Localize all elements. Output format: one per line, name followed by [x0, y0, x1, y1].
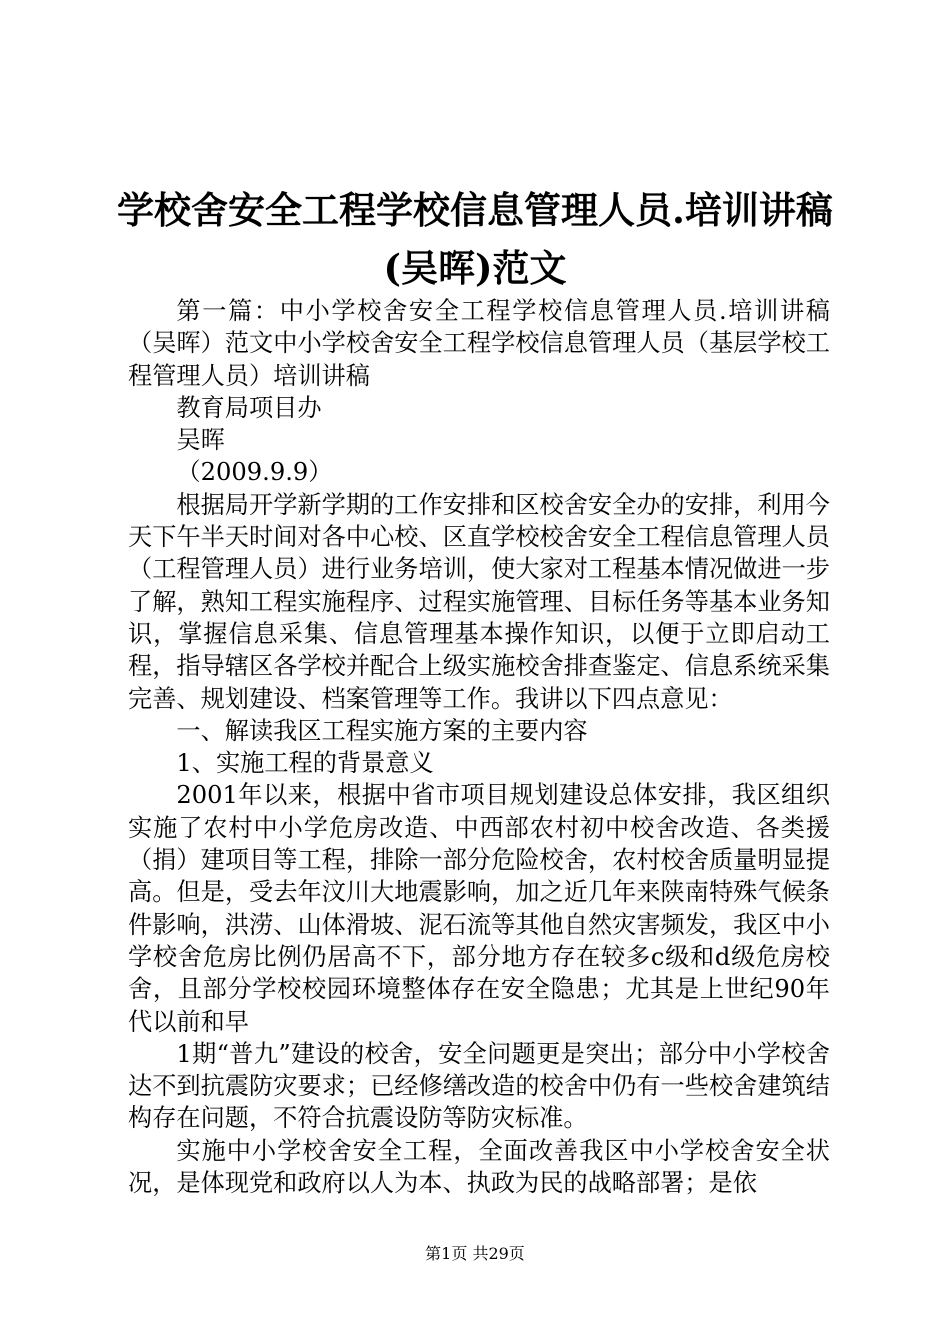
subsection-heading-1: 1、实施工程的背景意义: [176, 749, 434, 778]
paragraph-intro: 第一篇：中小学校舍安全工程学校信息管理人员.培训讲稿（吴晖）范文中小学校舍安全工程学校信息管理人员（基层学校工程管理人员）培训讲稿: [128, 297, 830, 390]
paragraph-safety-issues: 1期“普九”建设的校舍，安全问题更是突出；部分中小学校舍达不到抗震防灾要求；已经修缮改造的校舍中仍有一些校舍建筑结构存在问题，不符合抗震设防等防灾标准。: [128, 1039, 830, 1133]
page-footer: 第1页 共29页: [425, 1244, 525, 1263]
paragraph-department: 教育局项目办: [176, 393, 322, 422]
paragraph-significance: 实施中小学校舍安全工程，全面改善我区中小学校舍安全状况，是体现党和政府以人为本、执政为民的战略部署；是依: [128, 1136, 830, 1198]
document-title-line-1: 学校舍安全工程学校信息管理人员.培训讲稿: [117, 188, 833, 232]
section-heading-1: 一、解读我区工程实施方案的主要内容: [176, 716, 588, 745]
paragraph-background: 2001年以来，根据中省市项目规划建设总体安排，我区组织实施了农村中小学危房改造、中西部农村初中校舍改造、各类援（捐）建项目等工程，排除一部分危险校舍，农村校舍质量明显提高。但是，受去年汶川大地震影响，加之近几年来陕南特殊气候条件影响，洪涝、山体滑坡、泥石流等其他自然灾害频发，我区中小学校舍危房比例仍居高不下，部分地方存在较多c级和d级危房校舍，且部分学校校园环境整体存在安全隐患；尤其是上世纪90年代以前和早: [128, 781, 830, 1036]
document-title-line-2: (吴晖)范文: [383, 246, 567, 290]
paragraph-opening: 根据局开学新学期的工作安排和区校舍安全办的安排，利用今天下午半天时间对各中心校、区直学校校舍安全工程信息管理人员（工程管理人员）进行业务培训，使大家对工程基本情况做进一步了解，熟知工程实施程序、过程实施管理、目标任务等基本业务知识，掌握信息采集、信息管理基本操作知识，以便于立即启动工程，指导辖区各学校并配合上级实施校舍排查鉴定、信息系统采集完善、规划建设、档案管理等工作。我讲以下四点意见：: [128, 490, 830, 713]
document-body: [128, 295, 830, 1199]
paragraph-date: （2009.9.9）: [176, 458, 333, 487]
paragraph-author: 吴晖: [176, 426, 225, 455]
